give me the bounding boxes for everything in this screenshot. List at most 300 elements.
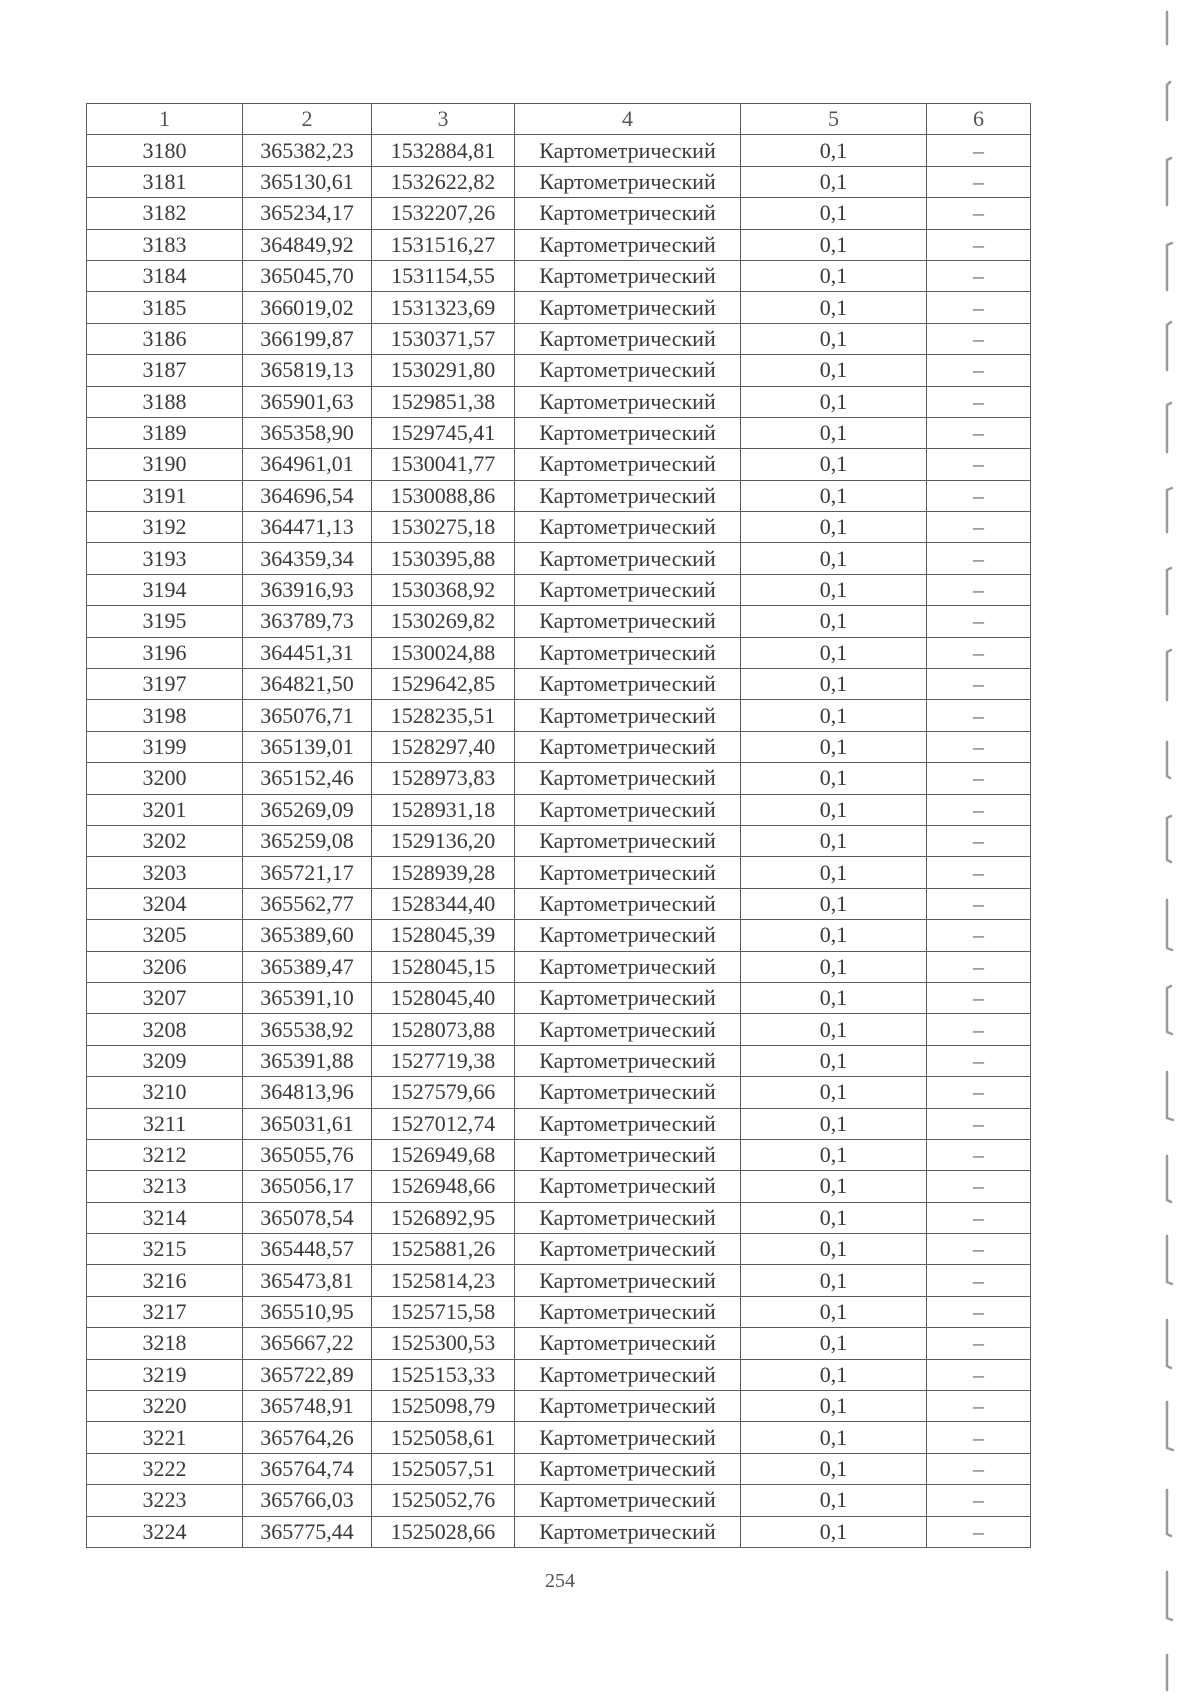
- method-cell: Картометрический: [515, 198, 741, 229]
- y-coordinate-cell: 1528931,18: [372, 794, 515, 825]
- note-cell: –: [927, 1328, 1031, 1359]
- y-coordinate-cell: 1525300,53: [372, 1328, 515, 1359]
- table-row: [87, 260, 1031, 291]
- accuracy-cell: 0,1: [741, 1265, 927, 1296]
- method-cell: Картометрический: [515, 1485, 741, 1516]
- point-number-cell: 3224: [87, 1516, 243, 1547]
- page-number: 254: [545, 1570, 575, 1592]
- method-cell: Картометрический: [515, 449, 741, 480]
- y-coordinate-cell: 1528344,40: [372, 888, 515, 919]
- accuracy-cell: 0,1: [741, 135, 927, 166]
- x-coordinate-cell: 365031,61: [243, 1108, 372, 1139]
- accuracy-cell: 0,1: [741, 1234, 927, 1265]
- point-number-cell: 3189: [87, 417, 243, 448]
- x-coordinate-cell: 365391,88: [243, 1045, 372, 1076]
- accuracy-cell: 0,1: [741, 1422, 927, 1453]
- x-coordinate-cell: 363789,73: [243, 606, 372, 637]
- table-row: [87, 449, 1031, 480]
- point-number-cell: 3184: [87, 260, 243, 291]
- table-row: [87, 292, 1031, 323]
- table-row: [87, 574, 1031, 605]
- x-coordinate-cell: 364359,34: [243, 543, 372, 574]
- note-cell: –: [927, 1234, 1031, 1265]
- table-row: [87, 1045, 1031, 1076]
- y-coordinate-cell: 1531516,27: [372, 229, 515, 260]
- table-row: [87, 543, 1031, 574]
- accuracy-cell: 0,1: [741, 888, 927, 919]
- note-cell: –: [927, 1296, 1031, 1327]
- point-number-cell: 3183: [87, 229, 243, 260]
- method-cell: Картометрический: [515, 982, 741, 1013]
- accuracy-cell: 0,1: [741, 166, 927, 197]
- y-coordinate-cell: 1525881,26: [372, 1234, 515, 1265]
- y-coordinate-cell: 1530371,57: [372, 323, 515, 354]
- table-row: [87, 355, 1031, 386]
- point-number-cell: 3213: [87, 1171, 243, 1202]
- table-row: [87, 417, 1031, 448]
- note-cell: –: [927, 1014, 1031, 1045]
- column-header-6: 6: [927, 104, 1031, 135]
- y-coordinate-cell: 1525153,33: [372, 1359, 515, 1390]
- method-cell: Картометрический: [515, 166, 741, 197]
- x-coordinate-cell: 364696,54: [243, 480, 372, 511]
- note-cell: –: [927, 417, 1031, 448]
- note-cell: –: [927, 1391, 1031, 1422]
- accuracy-cell: 0,1: [741, 951, 927, 982]
- x-coordinate-cell: 365269,09: [243, 794, 372, 825]
- point-number-cell: 3180: [87, 135, 243, 166]
- x-coordinate-cell: 365391,10: [243, 982, 372, 1013]
- table-row: [87, 1139, 1031, 1170]
- table-row: [87, 1014, 1031, 1045]
- note-cell: –: [927, 825, 1031, 856]
- accuracy-cell: 0,1: [741, 480, 927, 511]
- column-header-4: 4: [515, 104, 741, 135]
- method-cell: Картометрический: [515, 1139, 741, 1170]
- binding-edge-marks: [1160, 0, 1200, 1698]
- accuracy-cell: 0,1: [741, 198, 927, 229]
- method-cell: Картометрический: [515, 888, 741, 919]
- point-number-cell: 3206: [87, 951, 243, 982]
- note-cell: –: [927, 543, 1031, 574]
- note-cell: –: [927, 1202, 1031, 1233]
- table-row: [87, 1108, 1031, 1139]
- method-cell: Картометрический: [515, 135, 741, 166]
- y-coordinate-cell: 1530041,77: [372, 449, 515, 480]
- point-number-cell: 3192: [87, 512, 243, 543]
- table-row: [87, 1296, 1031, 1327]
- x-coordinate-cell: 365382,23: [243, 135, 372, 166]
- note-cell: –: [927, 637, 1031, 668]
- table-row: [87, 1202, 1031, 1233]
- method-cell: Картометрический: [515, 857, 741, 888]
- point-number-cell: 3201: [87, 794, 243, 825]
- table-row: [87, 1359, 1031, 1390]
- method-cell: Картометрический: [515, 323, 741, 354]
- method-cell: Картометрический: [515, 951, 741, 982]
- table-row: [87, 480, 1031, 511]
- point-number-cell: 3202: [87, 825, 243, 856]
- point-number-cell: 3191: [87, 480, 243, 511]
- accuracy-cell: 0,1: [741, 229, 927, 260]
- method-cell: Картометрический: [515, 417, 741, 448]
- method-cell: Картометрический: [515, 700, 741, 731]
- x-coordinate-cell: 365055,76: [243, 1139, 372, 1170]
- accuracy-cell: 0,1: [741, 982, 927, 1013]
- method-cell: Картометрический: [515, 920, 741, 951]
- accuracy-cell: 0,1: [741, 417, 927, 448]
- x-coordinate-cell: 365259,08: [243, 825, 372, 856]
- method-cell: Картометрический: [515, 1234, 741, 1265]
- note-cell: –: [927, 606, 1031, 637]
- point-number-cell: 3216: [87, 1265, 243, 1296]
- column-header-3: 3: [372, 104, 515, 135]
- x-coordinate-cell: 365901,63: [243, 386, 372, 417]
- table-row: [87, 135, 1031, 166]
- table-row: [87, 1485, 1031, 1516]
- table-row: [87, 1328, 1031, 1359]
- table-row: [87, 1391, 1031, 1422]
- note-cell: –: [927, 449, 1031, 480]
- method-cell: Картометрический: [515, 606, 741, 637]
- note-cell: –: [927, 1359, 1031, 1390]
- accuracy-cell: 0,1: [741, 794, 927, 825]
- note-cell: –: [927, 1171, 1031, 1202]
- note-cell: –: [927, 1139, 1031, 1170]
- method-cell: Картометрический: [515, 1202, 741, 1233]
- accuracy-cell: 0,1: [741, 1391, 927, 1422]
- y-coordinate-cell: 1525098,79: [372, 1391, 515, 1422]
- y-coordinate-cell: 1529851,38: [372, 386, 515, 417]
- point-number-cell: 3185: [87, 292, 243, 323]
- method-cell: Картометрический: [515, 1171, 741, 1202]
- y-coordinate-cell: 1528973,83: [372, 763, 515, 794]
- note-cell: –: [927, 386, 1031, 417]
- y-coordinate-cell: 1527579,66: [372, 1077, 515, 1108]
- accuracy-cell: 0,1: [741, 543, 927, 574]
- x-coordinate-cell: 365819,13: [243, 355, 372, 386]
- table-row: [87, 920, 1031, 951]
- y-coordinate-cell: 1525058,61: [372, 1422, 515, 1453]
- accuracy-cell: 0,1: [741, 1296, 927, 1327]
- accuracy-cell: 0,1: [741, 637, 927, 668]
- y-coordinate-cell: 1530024,88: [372, 637, 515, 668]
- method-cell: Картометрический: [515, 794, 741, 825]
- accuracy-cell: 0,1: [741, 1077, 927, 1108]
- accuracy-cell: 0,1: [741, 260, 927, 291]
- accuracy-cell: 0,1: [741, 1485, 927, 1516]
- y-coordinate-cell: 1527012,74: [372, 1108, 515, 1139]
- point-number-cell: 3209: [87, 1045, 243, 1076]
- x-coordinate-cell: 365152,46: [243, 763, 372, 794]
- x-coordinate-cell: 365139,01: [243, 731, 372, 762]
- x-coordinate-cell: 364849,92: [243, 229, 372, 260]
- method-cell: Картометрический: [515, 637, 741, 668]
- x-coordinate-cell: 365473,81: [243, 1265, 372, 1296]
- y-coordinate-cell: 1525052,76: [372, 1485, 515, 1516]
- table-row: [87, 1077, 1031, 1108]
- table-row: [87, 1516, 1031, 1547]
- note-cell: –: [927, 669, 1031, 700]
- y-coordinate-cell: 1525814,23: [372, 1265, 515, 1296]
- table-row: [87, 198, 1031, 229]
- table-row: [87, 951, 1031, 982]
- point-number-cell: 3207: [87, 982, 243, 1013]
- y-coordinate-cell: 1532622,82: [372, 166, 515, 197]
- method-cell: Картометрический: [515, 1077, 741, 1108]
- method-cell: Картометрический: [515, 1516, 741, 1547]
- note-cell: –: [927, 982, 1031, 1013]
- method-cell: Картометрический: [515, 1453, 741, 1484]
- table-row: [87, 1422, 1031, 1453]
- table-row: [87, 857, 1031, 888]
- x-coordinate-cell: 365538,92: [243, 1014, 372, 1045]
- table-row: [87, 386, 1031, 417]
- y-coordinate-cell: 1530368,92: [372, 574, 515, 605]
- y-coordinate-cell: 1525028,66: [372, 1516, 515, 1547]
- accuracy-cell: 0,1: [741, 386, 927, 417]
- method-cell: Картометрический: [515, 1014, 741, 1045]
- accuracy-cell: 0,1: [741, 1139, 927, 1170]
- x-coordinate-cell: 366019,02: [243, 292, 372, 323]
- accuracy-cell: 0,1: [741, 1359, 927, 1390]
- table-row: [87, 825, 1031, 856]
- note-cell: –: [927, 512, 1031, 543]
- method-cell: Картометрический: [515, 1045, 741, 1076]
- accuracy-cell: 0,1: [741, 292, 927, 323]
- table-row: [87, 669, 1031, 700]
- table-row: [87, 1453, 1031, 1484]
- point-number-cell: 3198: [87, 700, 243, 731]
- y-coordinate-cell: 1530269,82: [372, 606, 515, 637]
- method-cell: Картометрический: [515, 1359, 741, 1390]
- point-number-cell: 3193: [87, 543, 243, 574]
- point-number-cell: 3220: [87, 1391, 243, 1422]
- y-coordinate-cell: 1531154,55: [372, 260, 515, 291]
- note-cell: –: [927, 1265, 1031, 1296]
- y-coordinate-cell: 1526948,66: [372, 1171, 515, 1202]
- point-number-cell: 3217: [87, 1296, 243, 1327]
- x-coordinate-cell: 365764,74: [243, 1453, 372, 1484]
- y-coordinate-cell: 1532884,81: [372, 135, 515, 166]
- point-number-cell: 3210: [87, 1077, 243, 1108]
- y-coordinate-cell: 1528045,39: [372, 920, 515, 951]
- note-cell: –: [927, 731, 1031, 762]
- accuracy-cell: 0,1: [741, 1202, 927, 1233]
- column-header-1: 1: [87, 104, 243, 135]
- note-cell: –: [927, 135, 1031, 166]
- x-coordinate-cell: 365722,89: [243, 1359, 372, 1390]
- method-cell: Картометрический: [515, 1296, 741, 1327]
- note-cell: –: [927, 355, 1031, 386]
- x-coordinate-cell: 365078,54: [243, 1202, 372, 1233]
- note-cell: –: [927, 574, 1031, 605]
- note-cell: –: [927, 323, 1031, 354]
- note-cell: –: [927, 888, 1031, 919]
- method-cell: Картометрический: [515, 386, 741, 417]
- y-coordinate-cell: 1529642,85: [372, 669, 515, 700]
- x-coordinate-cell: 365562,77: [243, 888, 372, 919]
- point-number-cell: 3219: [87, 1359, 243, 1390]
- note-cell: –: [927, 1077, 1031, 1108]
- accuracy-cell: 0,1: [741, 700, 927, 731]
- y-coordinate-cell: 1530088,86: [372, 480, 515, 511]
- note-cell: –: [927, 292, 1031, 323]
- method-cell: Картометрический: [515, 1108, 741, 1139]
- note-cell: –: [927, 951, 1031, 982]
- table-row: [87, 637, 1031, 668]
- accuracy-cell: 0,1: [741, 1108, 927, 1139]
- point-number-cell: 3190: [87, 449, 243, 480]
- x-coordinate-cell: 365389,47: [243, 951, 372, 982]
- accuracy-cell: 0,1: [741, 1328, 927, 1359]
- y-coordinate-cell: 1530395,88: [372, 543, 515, 574]
- y-coordinate-cell: 1528939,28: [372, 857, 515, 888]
- point-number-cell: 3195: [87, 606, 243, 637]
- x-coordinate-cell: 364961,01: [243, 449, 372, 480]
- table-row: [87, 606, 1031, 637]
- method-cell: Картометрический: [515, 731, 741, 762]
- x-coordinate-cell: 365234,17: [243, 198, 372, 229]
- x-coordinate-cell: 364813,96: [243, 1077, 372, 1108]
- point-number-cell: 3196: [87, 637, 243, 668]
- x-coordinate-cell: 365056,17: [243, 1171, 372, 1202]
- point-number-cell: 3205: [87, 920, 243, 951]
- table-row: [87, 1234, 1031, 1265]
- point-number-cell: 3215: [87, 1234, 243, 1265]
- x-coordinate-cell: 364471,13: [243, 512, 372, 543]
- x-coordinate-cell: 365076,71: [243, 700, 372, 731]
- note-cell: –: [927, 1485, 1031, 1516]
- table-body: [87, 135, 1031, 1548]
- table-row: [87, 229, 1031, 260]
- table-row: [87, 888, 1031, 919]
- note-cell: –: [927, 700, 1031, 731]
- note-cell: –: [927, 1045, 1031, 1076]
- x-coordinate-cell: 365389,60: [243, 920, 372, 951]
- table-row: [87, 794, 1031, 825]
- point-number-cell: 3223: [87, 1485, 243, 1516]
- accuracy-cell: 0,1: [741, 857, 927, 888]
- accuracy-cell: 0,1: [741, 920, 927, 951]
- method-cell: Картометрический: [515, 669, 741, 700]
- y-coordinate-cell: 1525715,58: [372, 1296, 515, 1327]
- y-coordinate-cell: 1528235,51: [372, 700, 515, 731]
- method-cell: Картометрический: [515, 763, 741, 794]
- accuracy-cell: 0,1: [741, 574, 927, 605]
- method-cell: Картометрический: [515, 292, 741, 323]
- y-coordinate-cell: 1525057,51: [372, 1453, 515, 1484]
- point-number-cell: 3187: [87, 355, 243, 386]
- point-number-cell: 3200: [87, 763, 243, 794]
- y-coordinate-cell: 1528297,40: [372, 731, 515, 762]
- point-number-cell: 3214: [87, 1202, 243, 1233]
- column-header-5: 5: [741, 104, 927, 135]
- note-cell: –: [927, 198, 1031, 229]
- point-number-cell: 3204: [87, 888, 243, 919]
- note-cell: –: [927, 229, 1031, 260]
- note-cell: –: [927, 1516, 1031, 1547]
- method-cell: Картометрический: [515, 1391, 741, 1422]
- note-cell: –: [927, 763, 1031, 794]
- accuracy-cell: 0,1: [741, 323, 927, 354]
- x-coordinate-cell: 365775,44: [243, 1516, 372, 1547]
- note-cell: –: [927, 857, 1031, 888]
- y-coordinate-cell: 1526892,95: [372, 1202, 515, 1233]
- method-cell: Картометрический: [515, 1265, 741, 1296]
- accuracy-cell: 0,1: [741, 1453, 927, 1484]
- point-number-cell: 3203: [87, 857, 243, 888]
- method-cell: Картометрический: [515, 355, 741, 386]
- y-coordinate-cell: 1530291,80: [372, 355, 515, 386]
- table-row: [87, 1171, 1031, 1202]
- y-coordinate-cell: 1528073,88: [372, 1014, 515, 1045]
- point-number-cell: 3186: [87, 323, 243, 354]
- accuracy-cell: 0,1: [741, 1014, 927, 1045]
- note-cell: –: [927, 794, 1031, 825]
- method-cell: Картометрический: [515, 480, 741, 511]
- x-coordinate-cell: 365721,17: [243, 857, 372, 888]
- y-coordinate-cell: 1527719,38: [372, 1045, 515, 1076]
- table-row: [87, 982, 1031, 1013]
- table-row: [87, 512, 1031, 543]
- accuracy-cell: 0,1: [741, 825, 927, 856]
- accuracy-cell: 0,1: [741, 763, 927, 794]
- header-row: [87, 104, 1031, 135]
- x-coordinate-cell: 365510,95: [243, 1296, 372, 1327]
- note-cell: –: [927, 1108, 1031, 1139]
- note-cell: –: [927, 480, 1031, 511]
- table-row: [87, 763, 1031, 794]
- method-cell: Картометрический: [515, 1328, 741, 1359]
- x-coordinate-cell: 365667,22: [243, 1328, 372, 1359]
- accuracy-cell: 0,1: [741, 512, 927, 543]
- method-cell: Картометрический: [515, 1422, 741, 1453]
- point-number-cell: 3212: [87, 1139, 243, 1170]
- point-number-cell: 3221: [87, 1422, 243, 1453]
- accuracy-cell: 0,1: [741, 1171, 927, 1202]
- table-row: [87, 731, 1031, 762]
- y-coordinate-cell: 1530275,18: [372, 512, 515, 543]
- accuracy-cell: 0,1: [741, 1516, 927, 1547]
- y-coordinate-cell: 1526949,68: [372, 1139, 515, 1170]
- y-coordinate-cell: 1528045,40: [372, 982, 515, 1013]
- x-coordinate-cell: 363916,93: [243, 574, 372, 605]
- note-cell: –: [927, 1453, 1031, 1484]
- y-coordinate-cell: 1532207,26: [372, 198, 515, 229]
- y-coordinate-cell: 1528045,15: [372, 951, 515, 982]
- x-coordinate-cell: 364821,50: [243, 669, 372, 700]
- point-number-cell: 3182: [87, 198, 243, 229]
- y-coordinate-cell: 1529136,20: [372, 825, 515, 856]
- point-number-cell: 3197: [87, 669, 243, 700]
- method-cell: Картометрический: [515, 543, 741, 574]
- y-coordinate-cell: 1531323,69: [372, 292, 515, 323]
- x-coordinate-cell: 365764,26: [243, 1422, 372, 1453]
- accuracy-cell: 0,1: [741, 449, 927, 480]
- y-coordinate-cell: 1529745,41: [372, 417, 515, 448]
- x-coordinate-cell: 365448,57: [243, 1234, 372, 1265]
- coordinates-table: [86, 103, 1031, 1548]
- x-coordinate-cell: 365748,91: [243, 1391, 372, 1422]
- x-coordinate-cell: 366199,87: [243, 323, 372, 354]
- x-coordinate-cell: 365358,90: [243, 417, 372, 448]
- point-number-cell: 3188: [87, 386, 243, 417]
- point-number-cell: 3208: [87, 1014, 243, 1045]
- note-cell: –: [927, 920, 1031, 951]
- table-row: [87, 700, 1031, 731]
- x-coordinate-cell: 365130,61: [243, 166, 372, 197]
